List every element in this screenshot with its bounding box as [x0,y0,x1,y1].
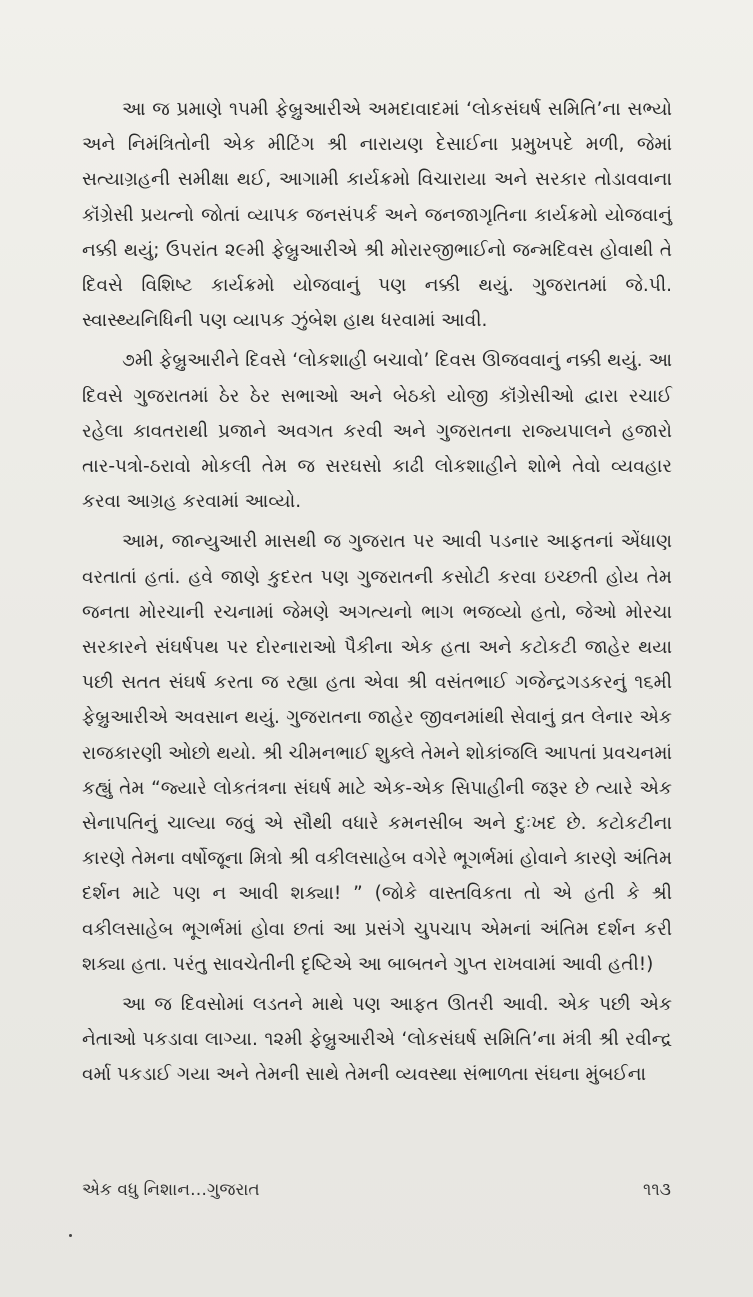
paragraph-4: આ જ દિવસોમાં લડતને માથે પણ આફત ઊતરી આવી. એક પછી એક નેતાઓ પકડાવા લાગ્યા. ૧૨મી ફેબ્રુઆરીએ ‘લોકસંઘર્ષ સમિતિ’ના મંત્રી શ્રી રવીન્દ્ર વર્મા પકડાઈ ગયા અને તેમની સાથે તેમની વ્યવસ્થા સંભાળતા સંઘના મુંબઈના [82,994,672,1086]
ink-speck [69,1234,72,1237]
paragraph-2: ૭મી ફેબ્રુઆરીને દિવસે ‘લોકશાહી બચાવો’ દિવસ ઊજવવાનું નક્કી થયું. આ દિવસે ગુજરાતમાં ઠેર ઠેર સભાઓ અને બેઠકો યોજી કૉંગ્રેસીઓ દ્વારા રચાઈ રહેલા કાવતરાથી પ્રજાને અવગત કરવી અને ગુજરાતના રાજ્યપાલને હજારો તાર-પત્રો-ઠરાવો મોકલી તેમ જ સરઘસો કાઢી લોકશાહીને શોભે તેવો વ્યવહાર કરવા આગ્રહ કરવામાં આવ્યો. [82,350,672,513]
page-number: ૧૧૩ [643,1180,671,1200]
footer-book-title: એક વધુ નિશાન…ગુજરાત [82,1180,260,1200]
body-text [82,92,672,1098]
page-footer [82,1180,671,1200]
paragraph-1: આ જ પ્રમાણે ૧૫મી ફેબ્રુઆરીએ અમદાવાદમાં ‘લોકસંઘર્ષ સમિતિ’ના સભ્યો અને નિમંત્રિતોની એક મીટિંગ શ્રી નારાયણ દેસાઈના પ્રમુખપદે મળી, જેમાં સત્યાગ્રહની સમીક્ષા થઈ, આગામી કાર્યક્રમો વિચારાયા અને સરકાર તોડાવવાના કૉંગ્રેસી પ્રયત્નો જોતાં વ્યાપક જનસંપર્ક અને જનજાગૃતિના કાર્યક્રમો યોજવાનું નક્કી થયું; ઉપરાંત ૨૯મી ફેબ્રુઆરીએ શ્રી મોરારજીભાઈનો જન્મદિવસ હોવાથી તે દિવસે વિશિષ્ટ કાર્યક્રમો યોજવાનું પણ નક્કી થયું. ગુજરાતમાં જે.પી. સ્વાસ્થ્યનિધિની પણ વ્યાપક ઝુંબેશ હાથ ધરવામાં આવી. [82,99,672,332]
paragraph-3: આમ, જાન્યુઆરી માસથી જ ગુજરાત પર આવી પડનાર આફતનાં એંધાણ વરતાતાં હતાં. હવે જાણે કુદરત પણ ગુજરાતની કસોટી કરવા ઇચ્છતી હોય તેમ જનતા મોરચાની રચનામાં જેમણે અગત્યનો ભાગ ભજવ્યો હતો, જેઓ મોરચા સરકારને સંઘર્ષપથ પર દોરનારાઓ પૈકીના એક હતા અને કટોકટી જાહેર થયા પછી સતત સંઘર્ષ કરતા જ રહ્યા હતા એવા શ્રી વસંતભાઈ ગજેન્દ્રગડકરનું ૧૬મી ફેબ્રુઆરીએ અવસાન થયું. ગુજરાતના જાહેર જીવનમાંથી સેવાનું વ્રત લેનાર એક રાજકારણી ઓછો થયો. શ્રી ચીમનભાઈ શુક્લે તેમને શોકાંજલિ આપતાં પ્રવચનમાં કહ્યું તેમ “જ્યારે લોકતંત્રના સંઘર્ષ માટે એક-એક સિપાહીની જરૂર છે ત્યારે એક સેનાપતિનું ચાલ્યા જવું એ સૌથી વધારે કમનસીબ અને દુઃખદ છે. કટોકટીના કારણે તેમના વર્ષોજૂના મિત્રો શ્રી વકીલસાહેબ વગેરે ભૂગર્ભમાં હોવાને કારણે અંતિમ દર્શન માટે પણ ન આવી શક્યા! ” (જોકે વાસ્તવિકતા તો એ હતી કે શ્રી વકીલસાહેબ ભૂગર્ભમાં હોવા છતાં આ પ્રસંગે ચુપચાપ એમનાં અંતિમ દર્શન કરી શક્યા હતા. પરંતુ સાવચેતીની દૃષ્ટિએ આ બાબતને ગુપ્ત રાખવામાં આવી હતી!) [82,531,672,975]
